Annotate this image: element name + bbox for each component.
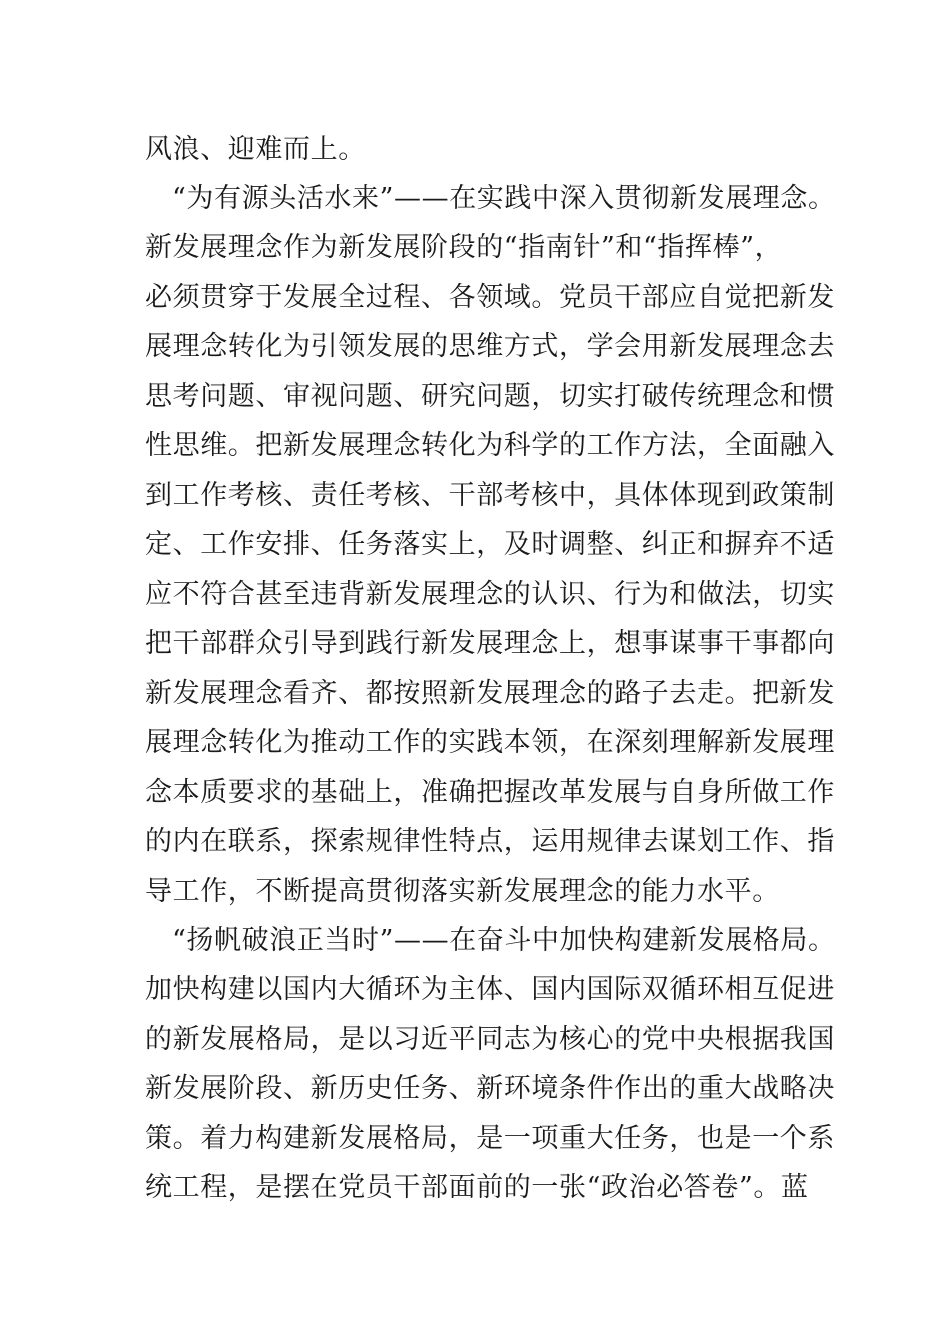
text-line: 到工作考核、责任考核、干部考核中，具体体现到政策制 <box>145 480 835 511</box>
text-line: 新发展理念看齐、都按照新发展理念的路子去走。把新发 <box>145 678 835 709</box>
section-heading: “为有源头活水来”——在实践中深入贯彻新发展理念。 <box>172 183 836 214</box>
text-line: 统工程，是摆在党员干部面前的一张“政治必答卷”。蓝 <box>145 1172 809 1203</box>
text-line: 性思维。把新发展理念转化为科学的工作方法，全面融入 <box>145 430 835 461</box>
text-line: 导工作，不断提高贯彻落实新发展理念的能力水平。 <box>145 876 780 907</box>
text-line: 展理念转化为推动工作的实践本领，在深刻理解新发展理 <box>145 727 835 758</box>
text-line: 策。着力构建新发展格局，是一项重大任务，也是一个系 <box>145 1123 835 1154</box>
text-line: 的内在联系，探索规律性特点，运用规律去谋划工作、指 <box>145 826 835 857</box>
text-line: 把干部群众引导到践行新发展理念上，想事谋事干事都向 <box>145 628 835 659</box>
text-line: 新发展理念作为新发展阶段的“指南针”和“指挥棒”， <box>145 232 783 263</box>
text-line: 必须贯穿于发展全过程、各领域。党员干部应自觉把新发 <box>145 282 835 313</box>
text-line: 新发展阶段、新历史任务、新环境条件作出的重大战略决 <box>145 1073 835 1104</box>
text-line: 风浪、迎难而上。 <box>145 134 366 165</box>
section-heading: “扬帆破浪正当时”——在奋斗中加快构建新发展格局。 <box>172 925 836 956</box>
text-line: 定、工作安排、任务落实上，及时调整、纠正和摒弃不适 <box>145 529 835 560</box>
text-line: 加快构建以国内大循环为主体、国内国际双循环相互促进 <box>145 974 835 1005</box>
text-line: 念本质要求的基础上，准确把握改革发展与自身所做工作 <box>145 777 835 808</box>
text-line: 展理念转化为引领发展的思维方式，学会用新发展理念去 <box>145 331 835 362</box>
text-line: 应不符合甚至违背新发展理念的认识、行为和做法，切实 <box>145 579 835 610</box>
text-line: 思考问题、审视问题、研究问题，切实打破传统理念和惯 <box>145 381 835 412</box>
text-line: 的新发展格局，是以习近平同志为核心的党中央根据我国 <box>145 1024 835 1055</box>
